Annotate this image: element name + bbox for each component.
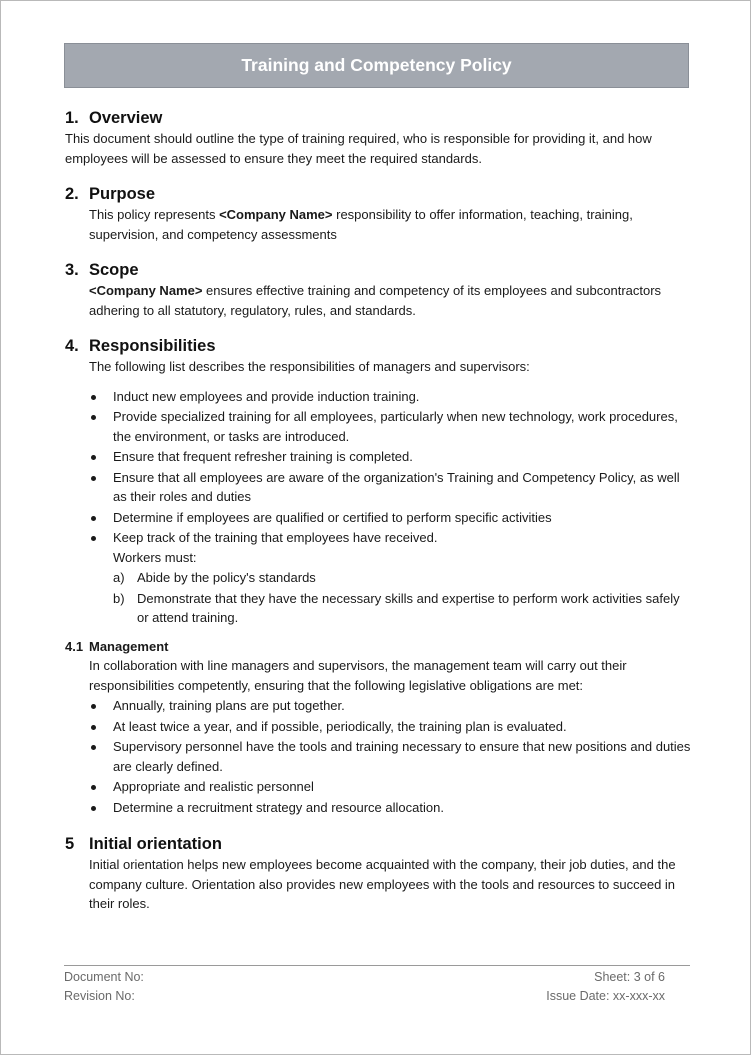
section-heading: 3. Scope [65, 261, 139, 279]
bullet-icon [91, 745, 96, 750]
section-responsibilities [65, 335, 691, 628]
list-item: b) Demonstrate that they have the necessary skills and expertise to perform work activities safely or attend training. [113, 590, 680, 625]
document-number-label: Document No: [64, 970, 144, 984]
management-list [65, 696, 691, 817]
bullet-icon [91, 725, 96, 730]
list-item: Induct new employees and provide induction training. [89, 387, 691, 407]
list-item: Determine a recruitment strategy and resource allocation. [89, 798, 691, 818]
section-scope [65, 259, 691, 320]
section-orientation [65, 833, 691, 914]
overview-text: This document should outline the type of training required, who is responsible for providing it, and how employees will be assessed to ensure they meet the required standards. [65, 131, 652, 166]
company-name-placeholder: <Company Name> [219, 207, 333, 222]
bullet-icon [91, 516, 96, 521]
bullet-icon [91, 536, 96, 541]
workers-label: Workers must: [113, 549, 197, 565]
section-purpose [65, 183, 691, 244]
workers-list [89, 568, 691, 628]
bullet-icon [91, 395, 96, 400]
document-footer [64, 965, 690, 1006]
bullet-icon [91, 476, 96, 481]
list-item: Provide specialized training for all employees, particularly when new technology, work procedures, the environment, or tasks are introduced. [89, 407, 691, 446]
orientation-text: Initial orientation helps new employees become acquainted with the company, their job duties, and the company culture. Orientation also provides new employees with the tools and resources to succeed in their roles. [89, 857, 676, 911]
section-overview [65, 107, 691, 168]
section-management [65, 637, 691, 818]
section-heading: 4. Responsibilities [65, 337, 216, 355]
section-heading: 1. Overview [65, 109, 163, 127]
list-item: Supervisory personnel have the tools and training necessary to ensure that new positions and duties are clearly defined. [89, 737, 691, 776]
bullet-icon [91, 704, 96, 709]
subsection-heading: 4.1 Management [65, 638, 169, 654]
section-heading: 2. Purpose [65, 185, 156, 203]
bullet-icon [91, 415, 96, 420]
management-intro: In collaboration with line managers and supervisors, the management team will carry out their responsibilities competently, ensuring that the following legislative obligations are met: [89, 658, 627, 693]
responsibilities-intro: The following list describes the responsibilities of managers and supervisors: [89, 359, 530, 374]
list-item: a) Abide by the policy's standards [113, 570, 316, 585]
list-item: Determine if employees are qualified or certified to perform specific activities [89, 508, 691, 528]
bullet-icon [91, 785, 96, 790]
list-item: At least twice a year, and if possible, periodically, the training plan is evaluated. [89, 717, 691, 737]
list-item: Ensure that frequent refresher training is completed. [89, 447, 691, 467]
list-item: Annually, training plans are put together. [89, 696, 691, 716]
scope-text: <Company Name> ensures effective training and competency of its employees and subcontractors adhering to all statutory, regulatory, rules, and standards. [89, 283, 662, 318]
list-item: Appropriate and realistic personnel [89, 777, 691, 797]
list-item: Keep track of the training that employees have received. Workers must: a) Abide by the policy's standards b) Demonstrate that they have the necessary skills and expertise to perform work activities safely or attend training. [89, 528, 691, 628]
company-name-placeholder: <Company Name> [89, 283, 203, 298]
section-heading: 5 Initial orientation [65, 835, 222, 853]
bullet-icon [91, 455, 96, 460]
revision-number-label: Revision No: [64, 989, 135, 1003]
document-body [65, 106, 691, 914]
responsibilities-list [65, 387, 691, 628]
purpose-text: This policy represents <Company Name> responsibility to offer information, teaching, training, supervision, and competency assessments [89, 207, 633, 242]
bullet-icon [91, 806, 96, 811]
list-item: Ensure that all employees are aware of the organization's Training and Competency Policy, as well as their roles and duties [89, 468, 691, 507]
sheet-number: Sheet: 3 of 6 [594, 970, 665, 984]
document-title: Training and Competency Policy [64, 43, 689, 88]
issue-date: Issue Date: xx-xxx-xx [546, 989, 665, 1003]
